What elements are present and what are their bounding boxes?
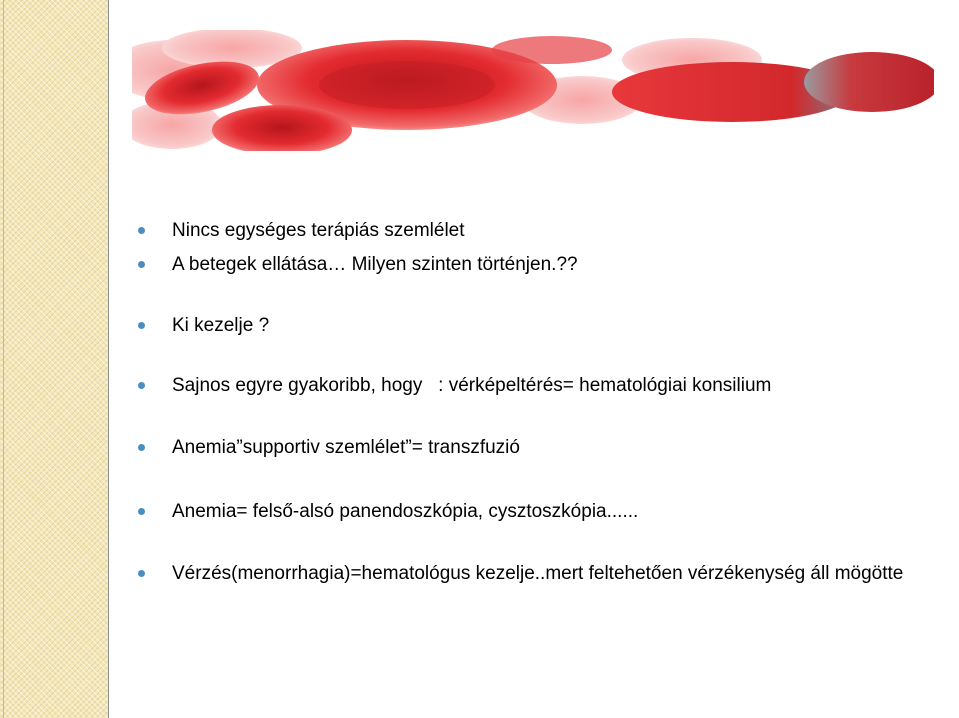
bullet-text: Vérzés(menorrhagia)=hematológus kezelje..mert feltehetően vérzékenység áll mögötte — [172, 563, 904, 584]
bullet-dot-icon — [138, 508, 145, 515]
bullet-dot-icon — [138, 227, 145, 234]
bullet-dot-icon — [138, 382, 145, 389]
bullet-dot-icon — [138, 322, 145, 329]
list-item — [172, 314, 269, 337]
list-item — [172, 253, 578, 276]
list-item — [172, 500, 638, 523]
bullet-text: Nincs egységes terápiás szemlélet — [172, 220, 465, 241]
list-item — [172, 219, 465, 242]
bullet-dot-icon — [138, 570, 145, 577]
bullet-text: Anemia= felső-alsó panendoszkópia, cysztoszkópia...... — [172, 501, 639, 522]
bullet-text: Ki kezelje ? — [172, 315, 270, 336]
bullet-text: Sajnos egyre gyakoribb, hogy : vérképeltérés= hematológiai konsilium — [172, 375, 772, 396]
bullet-text: A betegek ellátása… Milyen szinten történjen.?? — [172, 254, 578, 275]
bullet-text: Anemia”supportiv szemlélet”= transzfuzió — [172, 437, 520, 458]
list-item — [172, 374, 771, 397]
list-item — [172, 436, 520, 459]
bullet-dot-icon — [138, 261, 145, 268]
list-item — [172, 562, 912, 585]
bullet-dot-icon — [138, 444, 145, 451]
